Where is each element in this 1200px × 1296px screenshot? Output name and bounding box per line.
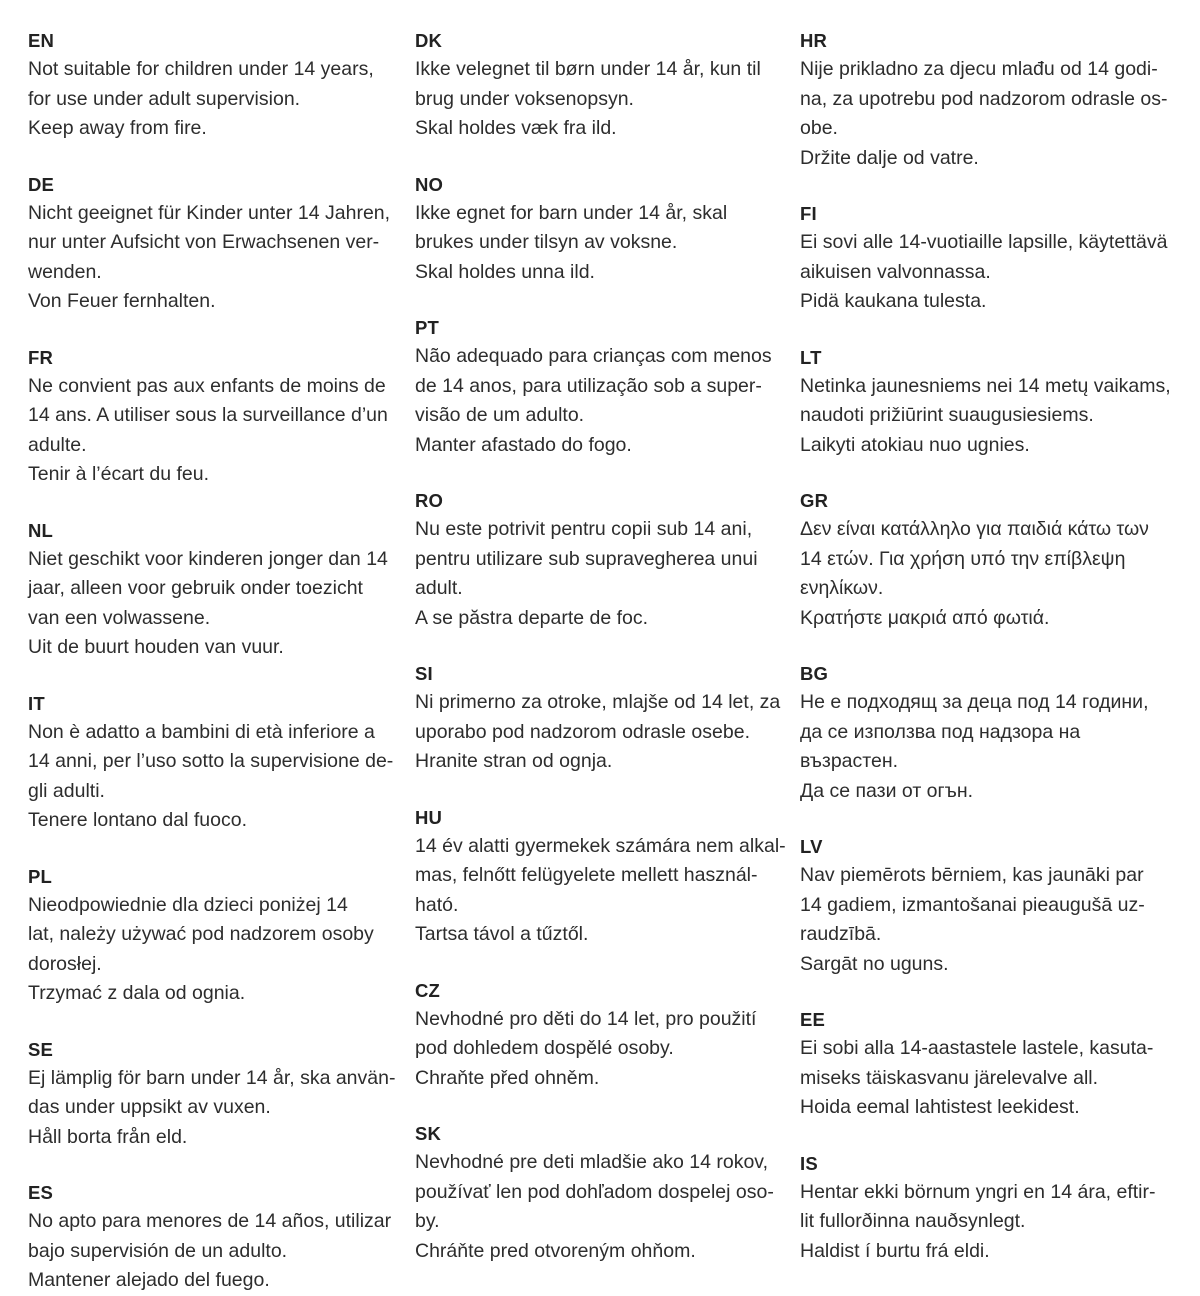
warning-text-line: Nevhodné pre deti mladšie ako 14 rokov,: [415, 1151, 769, 1173]
warning-text-line: Von Feuer fernhalten.: [28, 290, 216, 312]
warning-text-line: adult.: [415, 577, 463, 599]
language-code-label: IS: [800, 1152, 818, 1174]
language-warning-text: [415, 1148, 792, 1266]
warning-text-line: Nav piemērots bērniem, kas jaunāki par: [800, 864, 1144, 886]
language-block-bg: [800, 659, 1180, 806]
warning-text-line: wenden.: [28, 260, 102, 283]
warning-text-line: Trzymać z dala od ognia.: [28, 982, 246, 1004]
warning-text-line: Δεν είναι κατάλληλο για παιδιά κάτω των: [800, 518, 1149, 540]
language-warning-text: [28, 55, 407, 144]
language-block-en: [28, 26, 407, 144]
warning-text-line: Nije prikladno za djecu mlađu od 14 godi-: [800, 58, 1158, 80]
warning-text-line: Nevhodné pro děti do 14 let, pro použití: [415, 1007, 757, 1030]
language-columns: [28, 26, 1180, 1296]
language-block-pl: [28, 862, 407, 1009]
warning-text-line: brukes under tilsyn av voksne.: [415, 231, 678, 253]
language-block-de: [28, 170, 407, 317]
warning-text-line: dorosłej.: [28, 952, 102, 975]
warning-text-line: Κρατήστε μακριά από φωτιά.: [800, 606, 1050, 629]
language-code-label: HU: [415, 806, 443, 828]
warning-text-line: bajo supervisión de un adulto.: [28, 1239, 288, 1262]
warning-text-line: Skal holdes væk fra ild.: [415, 117, 617, 139]
warning-text-line: Да се пази от огън.: [800, 779, 974, 802]
warning-text-line: jaar, alleen voor gebruik onder toezicht: [28, 577, 363, 599]
warning-text-line: Hentar ekki börnum yngri en 14 ára, eftir-: [800, 1180, 1156, 1203]
language-block-es: [28, 1178, 407, 1296]
language-code-label: PT: [415, 317, 440, 338]
warning-text-line: Pidä kaukana tulesta.: [800, 290, 987, 312]
language-warning-text: [800, 515, 1180, 633]
language-block-pt: [415, 313, 792, 460]
language-warning-text: [28, 1207, 407, 1296]
language-code-label: NL: [28, 519, 54, 541]
warning-text-line: Chraňte před ohněm.: [415, 1066, 600, 1089]
language-block-fr: [28, 343, 407, 490]
warning-text-line: ható.: [415, 893, 459, 916]
language-block-it: [28, 689, 407, 836]
warning-text-line: Håll borta från eld.: [28, 1125, 188, 1148]
warning-text-line: Ni primerno za otroke, mlajše od 14 let, za: [415, 691, 781, 713]
language-warning-text: [28, 891, 407, 1009]
warning-text-line: Ne convient pas aux enfants de moins de: [28, 374, 386, 397]
warning-text-line: Mantener alejado del fuego.: [28, 1269, 270, 1291]
language-code-label: RO: [415, 490, 444, 511]
language-warning-text: [800, 1178, 1180, 1267]
language-code-label: CZ: [415, 979, 441, 1001]
warning-text-line: das under uppsikt av vuxen.: [28, 1096, 271, 1118]
language-warning-text: [28, 199, 407, 317]
language-warning-text: [415, 688, 792, 777]
warning-text-line: Laikyti atokiau nuo ugnies.: [800, 433, 1030, 456]
language-block-sk: [415, 1119, 792, 1266]
language-block-si: [415, 659, 792, 777]
language-code-label: LT: [800, 346, 822, 368]
warning-text-line: adulte.: [28, 433, 87, 456]
language-code-label: EN: [28, 30, 55, 51]
warning-text-line: Keep away from fire.: [28, 117, 207, 139]
warning-text-line: No apto para menores de 14 años, utilizar: [28, 1210, 392, 1232]
language-block-gr: [800, 486, 1180, 633]
warning-text-line: Ej lämplig för barn under 14 år, ska använ-: [28, 1066, 396, 1089]
language-block-no: [415, 170, 792, 288]
warning-text-line: Niet geschikt voor kinderen jonger dan 14: [28, 547, 388, 570]
warning-text-line: 14 gadiem, izmantošanai pieaugušā uz-: [800, 893, 1145, 916]
language-block-dk: [415, 26, 792, 144]
warning-text-line: Не е подходящ за деца под 14 години,: [800, 691, 1149, 713]
warning-text-line: Netinka jaunesniems nei 14 metų vaikams,: [800, 374, 1171, 397]
language-block-lv: [800, 832, 1180, 979]
warning-text-line: Ikke egnet for barn under 14 år, skal: [415, 201, 728, 224]
warning-text-line: Skal holdes unna ild.: [415, 260, 595, 283]
warning-text-line: Držite dalje od vatre.: [800, 146, 979, 169]
warning-text-line: Ikke velegnet til børn under 14 år, kun til: [415, 58, 761, 80]
warning-text-line: Tenir à l’écart du feu.: [28, 463, 210, 485]
warning-text-line: miseks täiskasvanu järelevalve all.: [800, 1066, 1099, 1089]
warning-text-line: Haldist í burtu frá eldi.: [800, 1239, 990, 1262]
warning-text-line: Chráňte pred otvoreným ohňom.: [415, 1239, 696, 1262]
warning-text-line: de 14 anos, para utilização sob a super-: [415, 374, 762, 397]
warning-text-line: Ei sobi alla 14-aastastele lastele, kasuta-: [800, 1037, 1154, 1059]
warning-text-line: Manter afastado do fogo.: [415, 433, 632, 456]
language-code-label: SK: [415, 1123, 442, 1144]
warning-text-line: 14 év alatti gyermekek számára nem alkal-: [415, 834, 786, 857]
language-warning-text: [800, 861, 1180, 979]
warning-text-line: 14 anni, per l’uso sotto la supervisione de-: [28, 750, 394, 772]
warning-text-line: Sargāt no uguns.: [800, 952, 949, 975]
warning-text-line: 14 ans. A utiliser sous la surveillance d’un: [28, 404, 388, 426]
warning-text-line: nur unter Aufsicht von Erwachsenen ver-: [28, 231, 380, 253]
warning-text-line: raudzībā.: [800, 923, 882, 945]
language-code-label: LV: [800, 836, 823, 857]
language-block-nl: [28, 516, 407, 663]
warning-text-line: obe.: [800, 117, 838, 139]
language-code-label: PL: [28, 865, 53, 887]
warning-text-line: lit fullorðinna nauðsynlegt.: [800, 1210, 1026, 1232]
language-warning-text: [28, 1064, 407, 1153]
language-warning-text: [800, 55, 1180, 173]
language-warning-text: [415, 832, 792, 950]
language-warning-text: [28, 545, 407, 663]
language-column-1: [28, 26, 415, 1296]
warning-text-line: Nieodpowiednie dla dzieci poniżej 14: [28, 893, 348, 916]
language-block-cz: [415, 976, 792, 1094]
warning-text-line: lat, należy używać pod nadzorem osoby: [28, 923, 374, 945]
language-warning-text: [415, 55, 792, 144]
language-warning-text: [800, 1034, 1180, 1123]
warning-text-line: Não adequado para crianças com menos: [415, 345, 772, 367]
language-column-3: [800, 26, 1180, 1266]
language-code-label: BG: [800, 663, 829, 684]
warning-text-line: да се използва под надзора на: [800, 720, 1081, 743]
warning-text-line: na, za upotrebu pod nadzorom odrasle os-: [800, 87, 1168, 110]
language-block-ro: [415, 486, 792, 633]
language-code-label: SE: [28, 1038, 54, 1060]
warning-text-line: 14 ετών. Για χρήση υπό την επίβλεψη: [800, 547, 1126, 570]
language-warning-text: [415, 199, 792, 288]
language-code-label: SI: [415, 663, 433, 684]
language-warning-text: [28, 372, 407, 490]
language-code-label: NO: [415, 173, 444, 195]
warning-text-line: gli adulti.: [28, 779, 105, 802]
language-block-is: [800, 1149, 1180, 1267]
language-code-label: FI: [800, 203, 817, 224]
warning-text-line: Uit de buurt houden van vuur.: [28, 636, 284, 658]
warning-text-line: Hoida eemal lahtistest leekidest.: [800, 1096, 1080, 1118]
warning-text-line: Nu este potrivit pentru copii sub 14 ani,: [415, 518, 753, 540]
warning-text-line: Nicht geeignet für Kinder unter 14 Jahren,: [28, 201, 391, 224]
warning-text-line: brug under voksenopsyn.: [415, 87, 634, 110]
language-code-label: FR: [28, 346, 54, 368]
language-code-label: HR: [800, 30, 828, 51]
language-warning-text: [415, 1005, 792, 1094]
language-warning-text: [415, 342, 792, 460]
warning-text-line: by.: [415, 1210, 440, 1232]
language-block-lt: [800, 343, 1180, 461]
warning-text-line: Tenere lontano dal fuoco.: [28, 809, 247, 831]
warning-text-line: Tartsa távol a tűztől.: [415, 923, 589, 945]
language-warning-text: [28, 718, 407, 836]
warning-text-line: visão de um adulto.: [415, 404, 585, 426]
warning-text-line: Hranite stran od ognja.: [415, 750, 613, 772]
warning-text-line: ενηλίκων.: [800, 577, 884, 599]
warning-text-line: mas, felnőtt felügyelete mellett használ-: [415, 864, 758, 886]
warning-text-line: Non è adatto a bambini di età inferiore a: [28, 720, 375, 743]
language-block-hu: [415, 803, 792, 950]
language-warning-text: [415, 515, 792, 633]
language-column-2: [415, 26, 800, 1266]
language-code-label: GR: [800, 490, 829, 511]
warning-text-line: uporabo pod nadzorom odrasle osebe.: [415, 720, 750, 743]
warning-text-line: for use under adult supervision.: [28, 87, 301, 110]
warning-text-line: Ei sovi alle 14-vuotiaille lapsille, käytettävä: [800, 231, 1168, 253]
language-warning-text: [800, 228, 1180, 317]
language-code-label: IT: [28, 692, 45, 714]
language-block-fi: [800, 199, 1180, 317]
language-block-ee: [800, 1005, 1180, 1123]
warning-text-line: naudoti prižiūrint suaugusiesiems.: [800, 404, 1094, 426]
warning-text-line: aikuisen valvonnassa.: [800, 260, 991, 283]
language-code-label: DK: [415, 30, 443, 51]
language-block-hr: [800, 26, 1180, 173]
warning-text-line: používať len pod dohľadom dospelej oso-: [415, 1180, 774, 1203]
warning-text-line: van een volwassene.: [28, 606, 211, 629]
language-block-se: [28, 1035, 407, 1153]
warning-text-line: Not suitable for children under 14 years,: [28, 58, 374, 80]
warning-text-line: възрастен.: [800, 750, 899, 772]
language-code-label: ES: [28, 1182, 54, 1203]
language-warning-text: [800, 688, 1180, 806]
warning-text-line: A se păstra departe de foc.: [415, 606, 649, 629]
warning-text-line: pentru utilizare sub supravegherea unui: [415, 547, 758, 570]
warning-text-line: pod dohledem dospělé osoby.: [415, 1037, 674, 1059]
language-code-label: DE: [28, 173, 55, 195]
language-code-label: EE: [800, 1009, 826, 1030]
language-warning-text: [800, 372, 1180, 461]
